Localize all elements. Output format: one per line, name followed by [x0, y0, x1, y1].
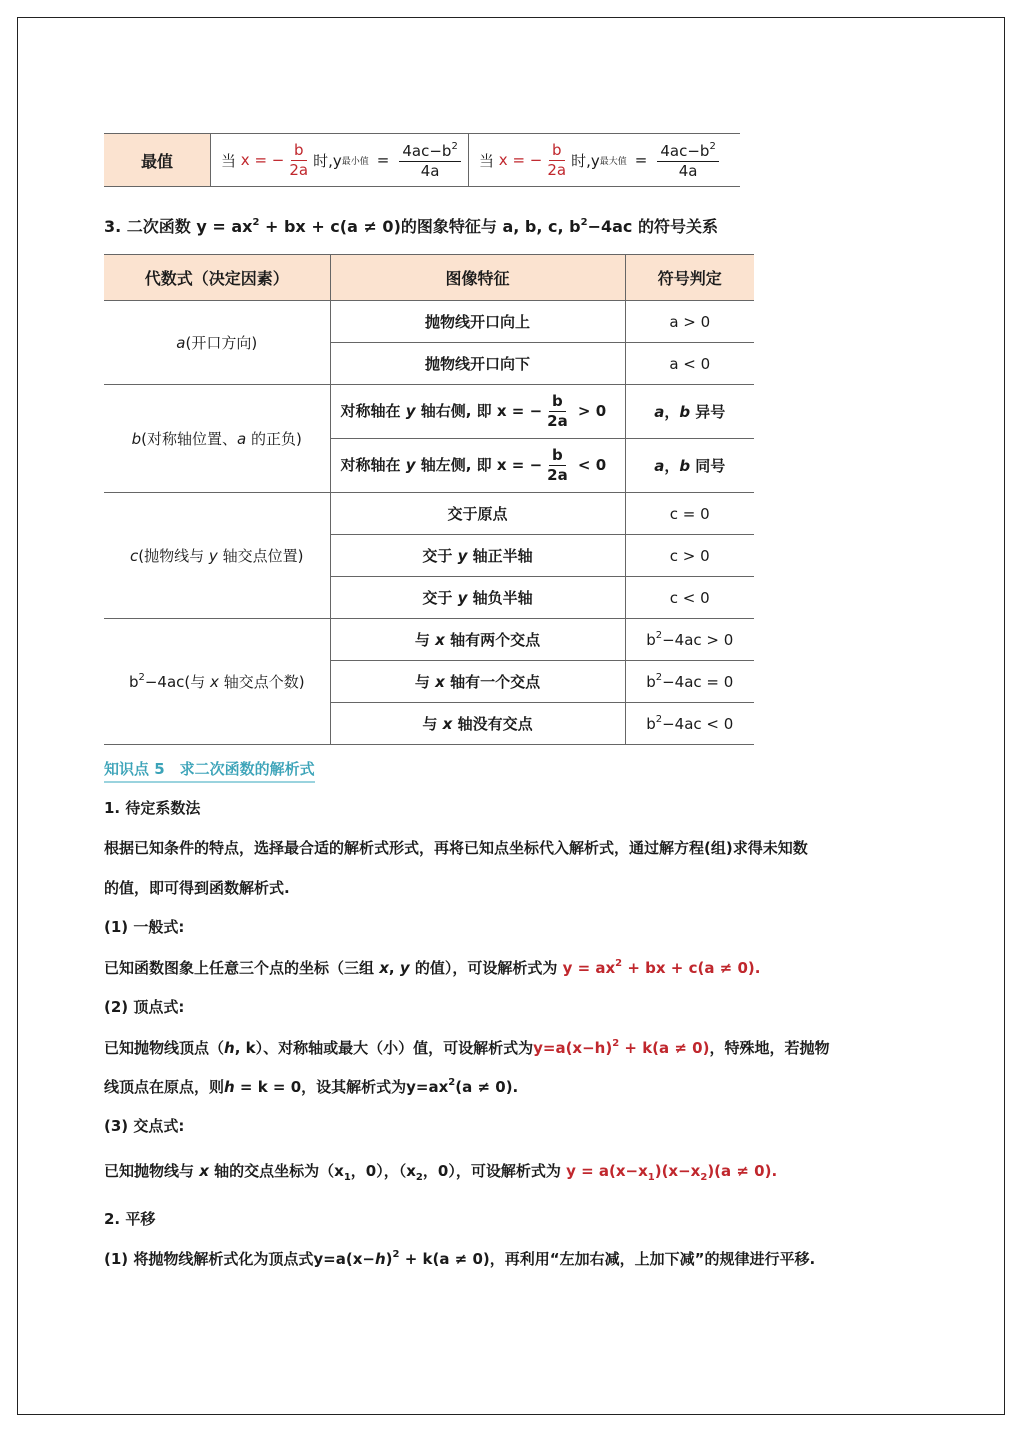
table-row: 交于 y 轴负半轴 c < 0	[104, 577, 754, 619]
when-text: 当	[479, 151, 495, 170]
vertex-form-text: 已知抛物线顶点（h, k）、对称轴或最大（小）值，可设解析式为$y=a(x-h)^2 + k(a \ne 0)$，特殊地，若抛物	[104, 1038, 830, 1057]
table-row: c(抛物线与 y 轴交点位置) 交于原点 c = 0	[104, 493, 754, 535]
then-y-text: 时,y	[313, 151, 342, 170]
header-sign: 符号判定	[625, 255, 754, 301]
intercept-form-heading: (3) 交点式:	[104, 1117, 185, 1135]
min-value-fraction: $\frac{4ac-b^2}{4a}$	[399, 142, 460, 179]
discriminant-group-label: $b^2-4ac$(与 x 轴交点个数)	[104, 619, 330, 745]
max-value-cell: 当 x = − $\frac{b}{2a}$ 时,y 最大值 = $\frac{4ac-b^2}{4a}$	[469, 134, 740, 186]
max-subscript: 最大值	[599, 156, 627, 167]
vertex-form-heading: (2) 顶点式:	[104, 998, 185, 1016]
table-row: 与 x 轴没有交点 $b^2-4ac < 0$	[104, 703, 754, 745]
extremum-table	[104, 133, 740, 187]
then-y-text: 时,y	[571, 151, 600, 170]
header-algebraic: 代数式（决定因素）	[104, 255, 330, 301]
a-group-label: a(开口方向)	[104, 301, 330, 385]
header-feature: 图像特征	[330, 255, 625, 301]
min-subscript: 最小值	[341, 156, 369, 167]
extremum-label: 最值	[104, 134, 211, 186]
x-expression: x = −	[498, 151, 543, 169]
intercept-form-text: 已知抛物线与 x 轴的交点坐标为（$x_1$，0），（$x_2$，0），可设解析式为 $y = a(x-x_1)(x-x_2)(a \ne 0)$.	[104, 1162, 778, 1183]
translation-text: (1) 将抛物线解析式化为顶点式$y=a(x-h)^2 + k(a \ne 0)$，再利用“左加右减，上加下减”的规律进行平移.	[104, 1249, 816, 1268]
c-group-label: c(抛物线与 y 轴交点位置)	[104, 493, 330, 619]
general-form-heading: (1) 一般式:	[104, 918, 185, 936]
b-group-label: b(对称轴位置、a 的正负)	[104, 385, 330, 493]
max-value-fraction: $\frac{4ac-b^2}{4a}$	[657, 142, 718, 179]
x-expression: x = −	[240, 151, 285, 169]
general-form-text: 已知函数图象上任意三个点的坐标（三组 x, y 的值），可设解析式为 $y = ax^2$ + bx + c(a ≠ 0).	[104, 958, 761, 977]
table-row: 与 x 轴有一个交点 $b^2-4ac = 0$	[104, 661, 754, 703]
table-row: b(对称轴位置、a 的正负) 对称轴在 y 轴右侧, 即 x = − $\frac{b}{2a}$ > 0 a，b 异号	[104, 385, 754, 439]
table-row: 抛物线开口向下 a < 0	[104, 343, 754, 385]
knowledge-point-5-title: 知识点 5 求二次函数的解析式	[104, 758, 315, 783]
paragraph-line: 根据已知条件的特点，选择最合适的解析式形式，再将已知点坐标代入解析式，通过解方程(组)求得未知数	[104, 839, 808, 857]
subsection-1-heading: 1. 待定系数法	[104, 799, 201, 817]
table-row: 交于 y 轴正半轴 c > 0	[104, 535, 754, 577]
min-value-cell: 当 x = − $\frac{b}{2a}$ 时,y 最小值 = $\frac{4ac-b^2}{4a}$	[211, 134, 469, 186]
vertex-form-text-line2: 线顶点在原点，则h = k = 0，设其解析式为$y=ax^2(a \ne 0)$.	[104, 1077, 519, 1096]
table-row: 对称轴在 y 轴左侧, 即 x = − $\frac{b}{2a}$ < 0 a，b 同号	[104, 439, 754, 493]
section-3-heading: 3. 二次函数 $y = ax^2$ + bx + c(a ≠ 0)的图象特征与 a, b, c, $b^2-4ac$ 的符号关系	[104, 217, 718, 236]
sign-relation-table	[104, 254, 754, 745]
table-header-row	[104, 255, 754, 301]
subsection-2-heading: 2. 平移	[104, 1210, 156, 1228]
axis-fraction: $\frac{b}{2a}$	[547, 140, 567, 179]
paragraph-line: 的值，即可得到函数解析式.	[104, 879, 290, 897]
when-text: 当	[221, 151, 237, 170]
axis-fraction: $\frac{b}{2a}$	[289, 140, 309, 179]
table-row: a(开口方向) 抛物线开口向上 a > 0	[104, 301, 754, 343]
table-row: $b^2-4ac$(与 x 轴交点个数) 与 x 轴有两个交点 $b^2-4ac > 0$	[104, 619, 754, 661]
